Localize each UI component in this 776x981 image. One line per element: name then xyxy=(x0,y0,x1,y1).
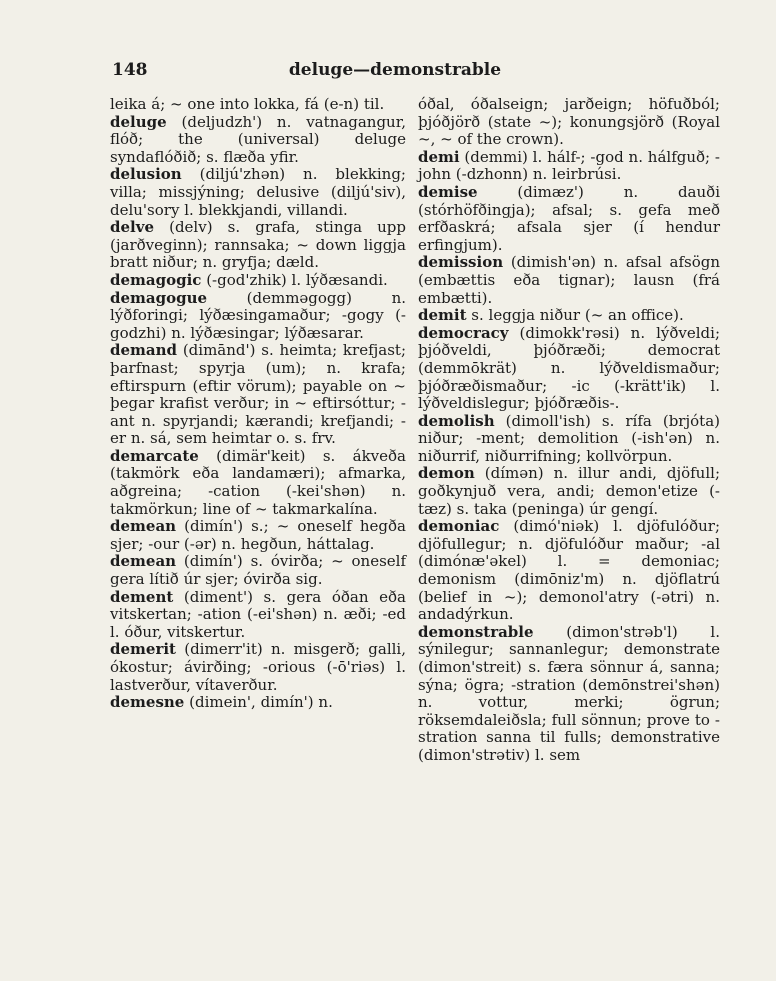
entry-demagogic xyxy=(110,272,406,290)
definition: (dimär'keit) s. ákveða (takmörk eða landamæri); afmarka, aðgreina; -cation (-kei'shən) n. takmörkun; line of ~ takmarkalína. xyxy=(110,446,406,518)
entry-continuation: leika á; ~ one into lokka, fá (e-n) til. xyxy=(110,95,385,113)
entry-demission xyxy=(418,254,720,307)
definition: (deljudzh') n. vatnagangur, flóð; the (universal) deluge syndaflóðið; s. flæða yfir. xyxy=(110,112,406,166)
headword: demerit xyxy=(110,640,176,659)
headword: demagogic xyxy=(110,270,202,289)
entry-demerit xyxy=(110,641,406,694)
definition: s. leggja niður (~ an office). xyxy=(466,306,684,325)
headword: demise xyxy=(418,182,478,201)
definition: (delv) s. grafa, stinga upp (jarðveginn); rannsaka; ~ down liggja bratt niður; n. gryfja; dæld. xyxy=(110,218,406,272)
headword: demit xyxy=(418,306,467,325)
definition: (dímən) n. illur andi, djöfull; goðkynjuð vera, andi; demon'etize (-tæz) s. taka (peninga) úr gengí. xyxy=(418,464,720,518)
definition: (dimerr'it) n. misgerð; galli, ókostur; ávirðing; -orious (-ō'riəs) l. lastverður, vítaverður. xyxy=(110,640,406,694)
headword: demean xyxy=(110,517,177,536)
entry-demon xyxy=(418,465,720,518)
headword: demesne xyxy=(110,693,185,712)
headword: demolish xyxy=(418,411,495,430)
headword: demand xyxy=(110,341,178,360)
headword: demonstrable xyxy=(418,622,534,641)
entry-demi xyxy=(418,149,720,184)
headword: delve xyxy=(110,218,154,237)
entry-demean-2 xyxy=(110,553,406,588)
definition: (dimoll'ish) s. rífa (brjóta) niður; -ment; demolition (-ish'ən) n. niðurrif, niðurrifning; kollvörpun. xyxy=(418,411,720,465)
headword: demon xyxy=(418,464,475,483)
definition: (dimein', dimín') n. xyxy=(184,693,333,712)
entry-demesne xyxy=(110,694,406,712)
entry-democracy xyxy=(418,325,720,413)
entry-dement xyxy=(110,589,406,642)
definition: (demmi) l. hálf-; -god n. hálfguð; -john (-dzhonn) n. leirbrúsi. xyxy=(418,147,720,184)
definition: (diljú'zhən) n. blekking; villa; missjýning; delusive (diljú'siv), delu'sory l. blekkjandi, villandi. xyxy=(110,165,406,219)
running-head: deluge—demonstrable xyxy=(288,60,502,80)
headword: demi xyxy=(418,147,460,166)
definition: (dimín') s. óvirða; ~ oneself gera lítið úr sjer; óvirða sig. xyxy=(110,552,406,589)
entry-delve xyxy=(110,219,406,272)
headword: deluge xyxy=(110,112,167,131)
headword: demission xyxy=(418,253,504,272)
entry-demonstrable xyxy=(418,624,720,765)
definition: (dimín') s.; ~ oneself hegða sjer; -our (-ər) n. hegðun, háttalag. xyxy=(110,517,406,553)
headword: demoniac xyxy=(418,517,500,536)
definition: (dimó'niək) l. djöfulóður; djöfullegur; n. djöfulóður maður; -al (dimónæ'əkel) l. = demoniac; demonism (dimōniz'm) n. djöflatrú (belief in ~); demonol'atry (-ətri) n. andadýrkun. xyxy=(418,517,720,624)
page-header xyxy=(112,60,678,84)
headword: delusion xyxy=(110,165,182,184)
headword: democracy xyxy=(418,323,509,342)
entry-demise xyxy=(418,184,720,254)
entry-continuation: óðal, óðalseign; jarðeign; höfuðból; þjóðjörð (state ~); konungsjörð (Royal ~, ~ of the crown). xyxy=(418,95,720,149)
left-column xyxy=(110,96,406,712)
definition: (dimon'strəb'l) l. sýnilegur; sannanlegur; demonstrate (dimon'streit) s. færa sönnur á, sanna; sýna; ögra; -stration (demōnstrei'shən) n. vottur, merki; ögrun; röksemdaleiðsla; full sönnun; prove to -stration sanna til fulls; demonstrative (dimon'strətiv) l. sem xyxy=(418,622,720,764)
definition: (dimokk'rəsi) n. lýðveldi; þjóðveldi, þjóðræði; democrat (demmōkrät) n. lýðveldismaður; þjóðræðismaður; -ic (-krätt'ik) l. lýðveldislegur; þjóðræðis-. xyxy=(418,323,720,413)
entry-demarcate xyxy=(110,448,406,518)
page-number: 148 xyxy=(112,60,148,80)
definition: (dimānd') s. heimta; krefjast; þarfnast; spyrja (um); n. krafa; eftirspurn (eftir vörum); payable on ~ þegar krafist verður; in ~ eftirsóttur; -ant n. spyrjandi; kærandi; krefjandi; -er n. sá, sem heimtar o. s. frv. xyxy=(110,341,406,448)
definition: (-god'zhik) l. lýðæsandi. xyxy=(201,270,388,289)
definition: (demməgogg) n. lýðforingi; lýðæsingamaður; -gogy (-godzhi) n. lýðæsingar; lýðæsarar. xyxy=(110,288,406,342)
entry-demagogue xyxy=(110,290,406,343)
entry-deluge xyxy=(110,114,406,167)
headword: demagogue xyxy=(110,288,208,307)
definition: (dimish'ən) n. afsal afsögn (embættis eða tignar); lausn (frá embætti). xyxy=(418,253,720,307)
entry-demand xyxy=(110,342,406,448)
headword: demean xyxy=(110,552,177,571)
definition: (dimæz') n. dauði (stórhöfðingja); afsal; s. gefa með erfðaskrá; afsala sjer (í hendur erfingjum). xyxy=(418,182,720,254)
definition: (diment') s. gera óðan eða vitskertan; -ation (-ei'shən) n. æði; -ed l. óður, vitskertur. xyxy=(110,587,406,641)
entry-demean-1 xyxy=(110,518,406,553)
entry-delusion xyxy=(110,166,406,219)
headword: demarcate xyxy=(110,446,199,465)
entry-demit xyxy=(418,307,720,325)
entry-demolish xyxy=(418,413,720,466)
right-column xyxy=(418,96,720,765)
headword: dement xyxy=(110,587,174,606)
entry-demoniac xyxy=(418,518,720,624)
